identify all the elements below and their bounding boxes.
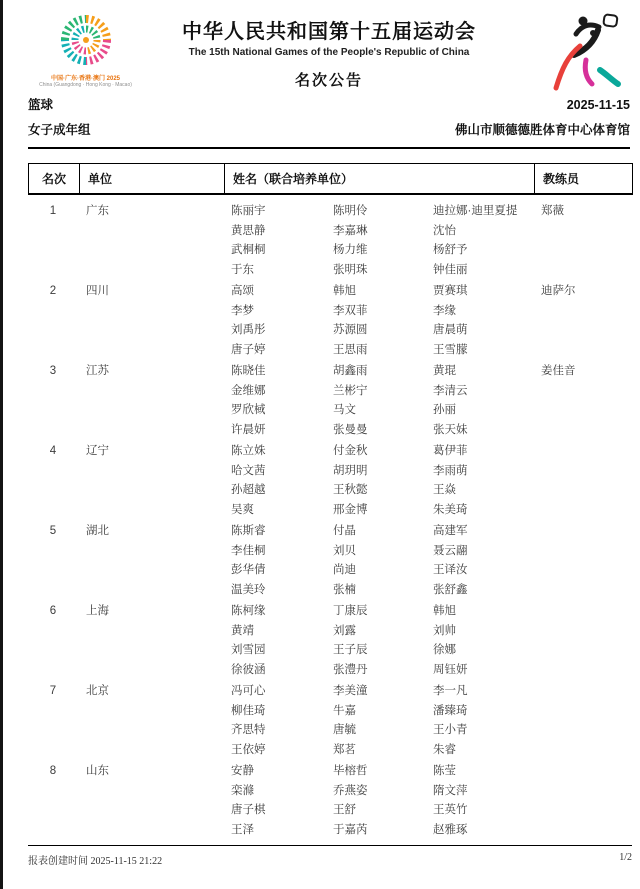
table-row: [28, 762, 633, 840]
sport-pictogram-icon: [546, 12, 626, 92]
athlete-name: 张舒鑫: [433, 583, 468, 596]
athlete-name: 聂云翮: [433, 544, 468, 557]
athlete-name: 于东: [231, 263, 254, 276]
athlete-name: 唐子棋: [231, 804, 266, 816]
name-line: [231, 702, 533, 722]
athlete-name: 王雪朦: [433, 343, 468, 356]
athlete-name: 王焱: [433, 484, 456, 496]
unit-cell: 山东: [86, 765, 109, 777]
header-divider: [28, 147, 630, 149]
athlete-name: 贾赛琪: [433, 285, 468, 297]
athlete-name: 栾滌: [231, 784, 254, 797]
athlete-name: 黄琨: [433, 365, 456, 377]
name-line: [231, 762, 533, 782]
results-table: [28, 163, 633, 840]
athlete-name: 杨舒予: [433, 244, 468, 256]
athlete-name: 陈莹: [433, 765, 456, 777]
athlete-name: 刘贝: [333, 544, 356, 557]
column-header-unit: 单位: [79, 164, 224, 193]
name-line: [231, 661, 533, 681]
athlete-name: 黄靖: [231, 624, 254, 637]
athlete-name: 吴爽: [231, 503, 254, 516]
athlete-name: 张明珠: [333, 263, 368, 276]
name-line: [231, 362, 533, 382]
athlete-name: 罗欣棫: [231, 404, 266, 416]
group-label: 女子成年组: [28, 123, 91, 137]
athlete-name: 王舒: [333, 804, 356, 816]
athlete-name: 黄思静: [231, 224, 266, 237]
athlete-name: 钟佳丽: [433, 263, 468, 276]
athlete-name: 杨力维: [333, 244, 368, 256]
athlete-name: 王思雨: [333, 343, 368, 356]
document-type-title: 名次公告: [294, 72, 363, 89]
athlete-name: 孙丽: [433, 404, 456, 416]
rank-cell: 8: [49, 765, 57, 777]
athlete-name: 王小青: [433, 724, 468, 736]
athlete-name: 乔燕姿: [333, 784, 368, 797]
unit-cell: 四川: [86, 285, 109, 297]
coach-cell: [533, 762, 633, 840]
name-line: [231, 801, 533, 821]
athlete-name: 彭华倩: [231, 564, 266, 576]
table-body: [28, 202, 633, 840]
athlete-name: 兰彬宁: [333, 384, 368, 397]
unit-cell: 上海: [86, 605, 109, 617]
name-line: [231, 782, 533, 802]
page-number: 1/2: [619, 852, 632, 863]
rank-cell: 2: [49, 285, 57, 297]
athlete-name: 苏源圆: [333, 324, 368, 336]
names-cell: [223, 682, 533, 760]
athlete-name: 陈明伶: [333, 205, 368, 217]
sport-label: 篮球: [28, 98, 54, 112]
athlete-name: 朱美琦: [433, 503, 468, 516]
athlete-name: 徐娜: [433, 644, 456, 656]
emblem-caption-en: China (Guangdong · Hong Kong · Macao): [39, 82, 132, 88]
athlete-name: 付金秋: [333, 445, 368, 457]
athlete-name: 韩旭: [433, 605, 456, 617]
athlete-name: 张楠: [333, 583, 356, 596]
athlete-name: 刘露: [333, 624, 356, 637]
athlete-name: 安静: [231, 765, 254, 777]
title-block: [143, 14, 515, 90]
athlete-name: 刘禹彤: [231, 324, 266, 336]
athlete-name: 付晶: [333, 525, 356, 537]
athlete-name: 王英竹: [433, 804, 468, 816]
emblem-caption-cn: 中国·广东·香港·澳门 2025: [50, 76, 120, 82]
athlete-name: 王泽: [231, 823, 254, 836]
name-line: [231, 341, 533, 361]
page-footer: [28, 845, 632, 867]
name-line: [231, 542, 533, 562]
coach-cell: [533, 602, 633, 680]
athlete-name: 王依婷: [231, 743, 266, 756]
rank-cell: 1: [49, 205, 57, 217]
table-header-row: [28, 163, 633, 195]
athlete-name: 郑茗: [333, 743, 356, 756]
names-cell: [223, 602, 533, 680]
athlete-name: 齐思特: [231, 724, 266, 736]
name-line: [231, 282, 533, 302]
athlete-name: 李一凡: [433, 685, 468, 697]
athlete-name: 唐子婷: [231, 343, 266, 356]
athlete-name: 朱睿: [433, 743, 456, 756]
table-row: [28, 522, 633, 600]
table-row: [28, 442, 633, 520]
athlete-name: 潘臻琦: [433, 704, 468, 717]
athlete-name: 唐晨萌: [433, 324, 468, 336]
athlete-name: 陈柯缘: [231, 605, 266, 617]
name-line: [231, 222, 533, 242]
athlete-name: 冯可心: [231, 685, 266, 697]
athlete-name: 许晨妍: [231, 423, 266, 436]
name-line: [231, 261, 533, 281]
athlete-name: 高建军: [433, 525, 468, 537]
page-title: 中华人民共和国第十五届运动会: [182, 21, 476, 43]
name-line: [231, 622, 533, 642]
athlete-name: 尚迪: [333, 564, 356, 576]
names-cell: [223, 202, 533, 280]
athlete-name: 胡鑫雨: [333, 365, 368, 377]
athlete-name: 沈怡: [433, 224, 456, 237]
rank-cell: 4: [49, 445, 57, 457]
athlete-name: 武桐桐: [231, 244, 266, 256]
name-line: [231, 202, 533, 222]
unit-cell: 广东: [86, 205, 109, 217]
name-line: [231, 721, 533, 741]
header: [28, 14, 630, 90]
athlete-name: 于嘉芮: [333, 823, 368, 836]
coach-cell: 郑薇: [541, 205, 564, 217]
name-line: [231, 401, 533, 421]
athlete-name: 韩旭: [333, 285, 356, 297]
athlete-name: 金维娜: [231, 384, 266, 397]
athlete-name: 王译汝: [433, 564, 468, 576]
coach-cell: 姜佳音: [541, 365, 576, 377]
name-line: [231, 321, 533, 341]
coach-cell: [533, 682, 633, 760]
athlete-name: 李梦: [231, 304, 254, 317]
athlete-name: 马文: [333, 404, 356, 416]
rank-cell: 5: [49, 525, 57, 537]
names-cell: [223, 442, 533, 520]
athlete-name: 李雨萌: [433, 464, 468, 477]
report-date: 2025-11-15: [566, 98, 630, 112]
athlete-name: 唐毓: [333, 724, 356, 736]
name-line: [231, 602, 533, 622]
page-title-english: The 15th National Games of the People's Republic of China: [188, 47, 470, 58]
rank-cell: 3: [49, 365, 57, 377]
athlete-name: 邢金博: [333, 503, 368, 516]
athlete-name: 陈晓佳: [231, 365, 266, 377]
rank-cell: 6: [49, 605, 57, 617]
name-line: [231, 442, 533, 462]
name-line: [231, 522, 533, 542]
name-line: [231, 421, 533, 441]
athlete-name: 高颂: [231, 285, 254, 297]
name-line: [231, 501, 533, 521]
name-line: [231, 481, 533, 501]
table-row: [28, 362, 633, 440]
coach-cell: 迪萨尔: [541, 285, 576, 297]
name-line: [231, 821, 533, 841]
athlete-name: 李清云: [433, 384, 468, 397]
rank-cell: 7: [49, 685, 57, 697]
table-row: [28, 682, 633, 760]
meta-row-2: [28, 120, 630, 138]
athlete-name: 迪拉娜·迪里夏提: [433, 205, 518, 217]
athlete-name: 隋文萍: [433, 784, 468, 797]
athlete-name: 葛伊菲: [433, 445, 468, 457]
name-line: [231, 641, 533, 661]
athlete-name: 张澧丹: [333, 663, 368, 676]
athlete-name: 丁康辰: [333, 605, 368, 617]
meta-row-1: [28, 95, 630, 113]
unit-cell: 北京: [86, 685, 109, 697]
athlete-name: 李缘: [433, 304, 456, 317]
athlete-name: 李双菲: [333, 304, 368, 317]
table-row: [28, 602, 633, 680]
column-header-names: 姓名（联合培养单位）: [224, 164, 534, 193]
athlete-name: 王子辰: [333, 644, 368, 656]
athlete-name: 张曼曼: [333, 423, 368, 436]
athlete-name: 胡玥明: [333, 464, 368, 477]
name-line: [231, 682, 533, 702]
coach-cell: [533, 442, 633, 520]
athlete-name: 李嘉琳: [333, 224, 368, 237]
unit-cell: 辽宁: [86, 445, 109, 457]
name-line: [231, 741, 533, 761]
athlete-name: 温美玲: [231, 583, 266, 596]
athlete-name: 牛嘉: [333, 704, 356, 717]
names-cell: [223, 522, 533, 600]
athlete-name: 陈丽宇: [231, 205, 266, 217]
games-emblem-icon: [40, 14, 132, 66]
athlete-name: 周钰妍: [433, 663, 468, 676]
coach-cell: [533, 522, 633, 600]
athlete-name: 李美潼: [333, 685, 368, 697]
athlete-name: 陈斯睿: [231, 525, 266, 537]
athlete-name: 赵雅琢: [433, 823, 468, 836]
name-line: [231, 241, 533, 261]
name-line: [231, 462, 533, 482]
name-line: [231, 302, 533, 322]
table-row: [28, 282, 633, 360]
unit-cell: 江苏: [86, 365, 109, 377]
athlete-name: 刘雪园: [231, 644, 266, 656]
report-created-time: 报表创建时间 2025-11-15 21:22: [28, 856, 163, 867]
name-line: [231, 581, 533, 601]
athlete-name: 李佳桐: [231, 544, 266, 557]
athlete-name: 柳佳琦: [231, 704, 266, 717]
table-row: [28, 202, 633, 280]
names-cell: [223, 762, 533, 840]
athlete-name: 孙超越: [231, 484, 266, 496]
column-header-rank: 名次: [41, 172, 66, 186]
athlete-name: 哈文茜: [231, 464, 266, 477]
games-emblem: [28, 14, 143, 88]
names-cell: [223, 362, 533, 440]
venue-label: 佛山市顺德德胜体育中心体育馆: [454, 123, 630, 137]
athlete-name: 张天妹: [433, 423, 468, 436]
athlete-name: 王秋懿: [333, 484, 368, 496]
athlete-name: 陈立姝: [231, 445, 266, 457]
name-line: [231, 561, 533, 581]
unit-cell: 湖北: [86, 525, 109, 537]
names-cell: [223, 282, 533, 360]
name-line: [231, 382, 533, 402]
athlete-name: 徐彼涵: [231, 663, 266, 676]
athlete-name: 毕榕哲: [333, 765, 368, 777]
athlete-name: 刘帅: [433, 624, 456, 637]
column-header-coach: 教练员: [534, 164, 634, 193]
